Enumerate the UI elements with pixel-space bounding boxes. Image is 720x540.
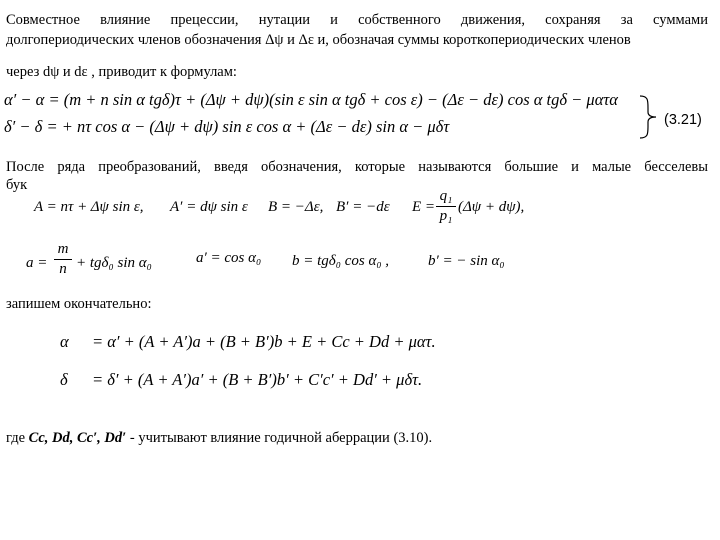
definition-E-fraction — [436, 188, 456, 225]
fraction-bar — [436, 206, 456, 207]
definition-A: A = nτ + Δψ sin ε, — [34, 199, 144, 215]
final-alpha-equation: = α′ + (A + A′)a + (B + B′)b + E + Cc + Dd + ματ. — [92, 332, 436, 351]
bessel-intro-line-1: После ряда преобразований, введя обозначения, которые называются большие и малые бесселевы — [6, 159, 708, 175]
definition-B: B = −Δε, — [268, 199, 324, 215]
fraction-denominator: p₁ — [439, 208, 453, 224]
final-intro: запишем окончательно: — [6, 296, 152, 312]
intro-line-1: Совместное влияние прецессии, нутации и собственного движения, сохраняя за суммами — [6, 12, 708, 28]
definition-B-prime: B′ = −dε — [336, 199, 390, 215]
definition-A-prime: A′ = dψ sin ε — [170, 199, 248, 215]
bessel-intro-line-2: бук — [6, 177, 28, 193]
intro-line-2: долгопериодических членов обозначения Δψ и Δε и, обозначая суммы короткопериодических членов — [6, 32, 631, 48]
equation-delta-change: δ′ − δ = + nτ cos α − (Δψ + dψ) sin ε cos α + (Δε − dε) sin α − μδτ — [4, 117, 450, 136]
definition-b: b = tgδ₀ cos α₀ , — [292, 253, 390, 269]
fraction-numerator: q₁ — [439, 188, 453, 204]
closing-suffix: - учитывают влияние годичной аберрации (3.10). — [126, 430, 433, 446]
closing-line — [6, 430, 432, 447]
fraction-bar — [54, 259, 72, 260]
final-alpha-left: α — [60, 332, 69, 351]
definition-a-label: a = — [26, 255, 48, 271]
definition-E-body: (Δψ + dψ), — [458, 199, 525, 215]
right-brace-icon — [636, 94, 664, 140]
definition-a-body: + tgδ₀ sin α₀ — [76, 255, 152, 271]
closing-terms: Cc, Dd, Cc′, Dd′ — [28, 430, 127, 446]
fraction-denominator: n — [59, 261, 67, 277]
fraction-numerator: m — [57, 241, 69, 257]
definition-b-prime: b′ = − sin α₀ — [428, 253, 505, 269]
definition-a-prime: a′ = cos α₀ — [196, 250, 262, 266]
definition-a-fraction — [54, 241, 72, 278]
final-delta-left: δ — [60, 370, 68, 389]
definition-E-label: E = — [412, 199, 436, 215]
final-delta-equation: = δ′ + (A + A′)a′ + (B + B′)b′ + C′c′ + Dd′ + μδτ. — [92, 370, 423, 389]
equation-alpha-change: α′ − α = (m + n sin α tgδ)τ + (Δψ + dψ)(sin ε sin α tgδ + cos ε) − (Δε − dε) cos α tgδ − ματα — [4, 90, 618, 109]
intro-line-3: через dψ и dε , приводит к формулам: — [6, 64, 237, 80]
equation-number: (3.21) — [664, 112, 702, 128]
closing-prefix: где — [6, 430, 29, 446]
